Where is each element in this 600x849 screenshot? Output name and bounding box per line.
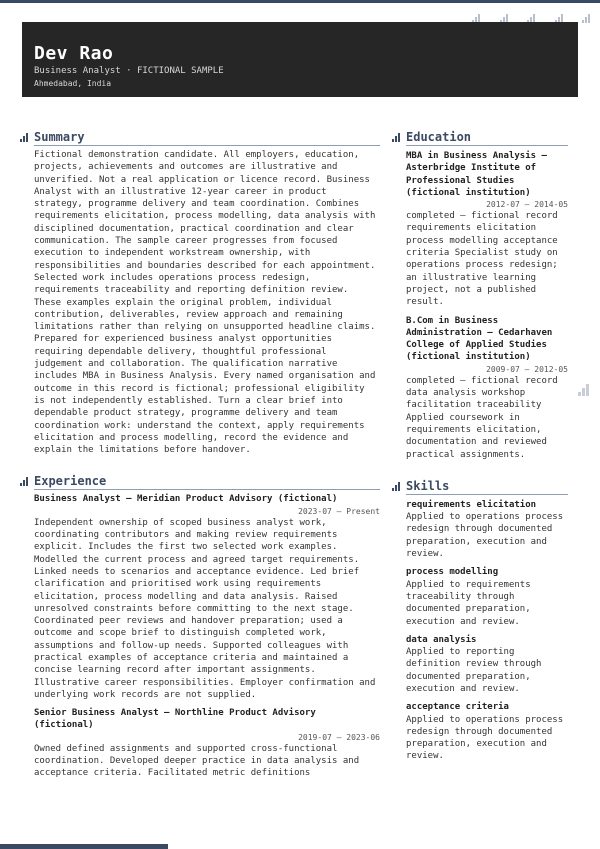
degree-description: completed — fictional record data analysis workshop facilitation traceability Applied coursework in requirements elicitation, documentation and reviewed practical assignments.	[406, 375, 558, 460]
bar-chart-icon	[582, 8, 590, 27]
bottom-accent-line	[0, 844, 168, 849]
job-description: Independent ownership of scoped business analyst work, coordinating contributors and making review requirements explicit. Includes the first two selected work examples. Modelled the current process and agreed target requirements. Linked needs to scenarios and acceptance evidence. Led brief clarification and prioritised work using requirements elicitation, process modelling and data analysis. Raised unresolved constraints before committing to the next stage. Coordinated peer reviews and handover preparation; used a outcome and scope brief to distinguish completed work, assumptions and follow-up needs. Supported colleagues with practical examples of acceptance criteria and maintained a concise learning record after important assignments. Illustrative career responsibilities. Employer confirmation and underlying work records are not supplied.	[34, 517, 376, 700]
skill-item	[406, 634, 568, 695]
skill-description: Applied to requirements traceability through documented preparation, execution and review.	[406, 579, 531, 627]
right-column	[406, 130, 568, 763]
education-section	[406, 130, 568, 461]
summary-section	[34, 130, 380, 456]
skill-name: acceptance criteria	[406, 702, 509, 713]
summary-text: Fictional demonstration candidate. All employers, education, projects, achievements and outcomes are illustrative and unverified. Not a real application or licence record. Business Analyst with an illustrative 12-year career in product strategy, programme delivery and team coordination. Combines requirements elicitation, process modelling, data analysis with disciplined documentation, practical coordination and clear communication. The sample career progresses from focused execution to independent workstream ownership, with responsibilities and boundaries described for each appointment. Selected work includes operations process redesign, requirements traceability and reporting definition review. These examples explain the original problem, individual contribution, deliverables, review approach and remaining limitations rather than relying on unsupported headline claims. Prepared for experienced business analyst opportunities requiring dependable delivery, thoughtful professional judgement and collaboration. The qualification narrative includes MBA in Business Analysis. Every named organisation and outcome in this record is fictional; professional eligibility is not independently established. Turn a clear brief into dependable product strategy, programme delivery and team coordination work: understand the context, apply requirements elicitation and process modelling, record the evidence and explain the limitations before handover.	[34, 150, 376, 456]
education-entry	[406, 150, 568, 309]
experience-section	[34, 474, 380, 779]
left-column	[34, 130, 380, 780]
education-entry	[406, 315, 568, 461]
skill-description: Applied to operations process redesign through documented preparation, execution and review.	[406, 512, 564, 560]
skill-item	[406, 566, 568, 627]
skill-description: Applied to reporting definition review through documented preparation, execution and review.	[406, 647, 542, 694]
skill-item	[406, 701, 568, 762]
candidate-name: Dev Rao	[34, 43, 114, 64]
bar-chart-icon	[20, 133, 28, 142]
bar-chart-icon	[392, 133, 400, 142]
experience-entry	[34, 707, 380, 779]
job-title: Senior Business Analyst — Northline Product Advisory (fictional)	[34, 708, 316, 731]
skill-name: process modelling	[406, 567, 499, 578]
skill-item	[406, 499, 568, 560]
skill-description: Applied to operations process redesign through documented preparation, execution and review.	[406, 714, 564, 762]
degree-title: MBA in Business Analysis — Asterbridge Institute of Professional Studies (fictional institution)	[406, 151, 547, 198]
resume-header	[22, 22, 578, 97]
experience-entry	[34, 493, 380, 701]
bar-chart-icon	[392, 482, 400, 491]
candidate-subtitle: Business Analyst · FICTIONAL SAMPLE	[34, 66, 224, 76]
top-accent-line	[0, 0, 600, 3]
degree-description: completed — fictional record requirements elicitation process modelling acceptance criteria Specialist study on operations process redesign; an illustrative learning project, not a published result.	[406, 211, 558, 308]
education-heading: Education	[406, 130, 568, 146]
summary-heading: Summary	[34, 130, 380, 146]
skills-section	[406, 479, 568, 763]
degree-title: B.Com in Business Administration — Cedarhaven College of Applied Studies (fictional institution)	[406, 315, 553, 363]
skill-name: requirements elicitation	[406, 499, 537, 510]
skills-heading: Skills	[406, 479, 568, 495]
job-dates: 2019-07 – 2023-06	[298, 732, 380, 742]
degree-dates: 2012-07 – 2014-05	[486, 200, 568, 210]
experience-heading: Experience	[34, 474, 380, 490]
bar-chart-icon	[20, 477, 28, 486]
bar-chart-icon	[578, 381, 589, 400]
job-description: Owned defined assignments and supported cross-functional coordination. Developed deeper practice in data analysis and acceptance criteria. Facilitated metric definitions	[34, 743, 360, 779]
job-dates: 2023-07 – Present	[298, 506, 380, 516]
degree-dates: 2009-07 – 2012-05	[486, 364, 568, 374]
skill-name: data analysis	[406, 634, 477, 645]
job-title: Business Analyst — Meridian Product Advisory (fictional)	[34, 494, 338, 505]
candidate-location: Ahmedabad, India	[34, 79, 112, 88]
